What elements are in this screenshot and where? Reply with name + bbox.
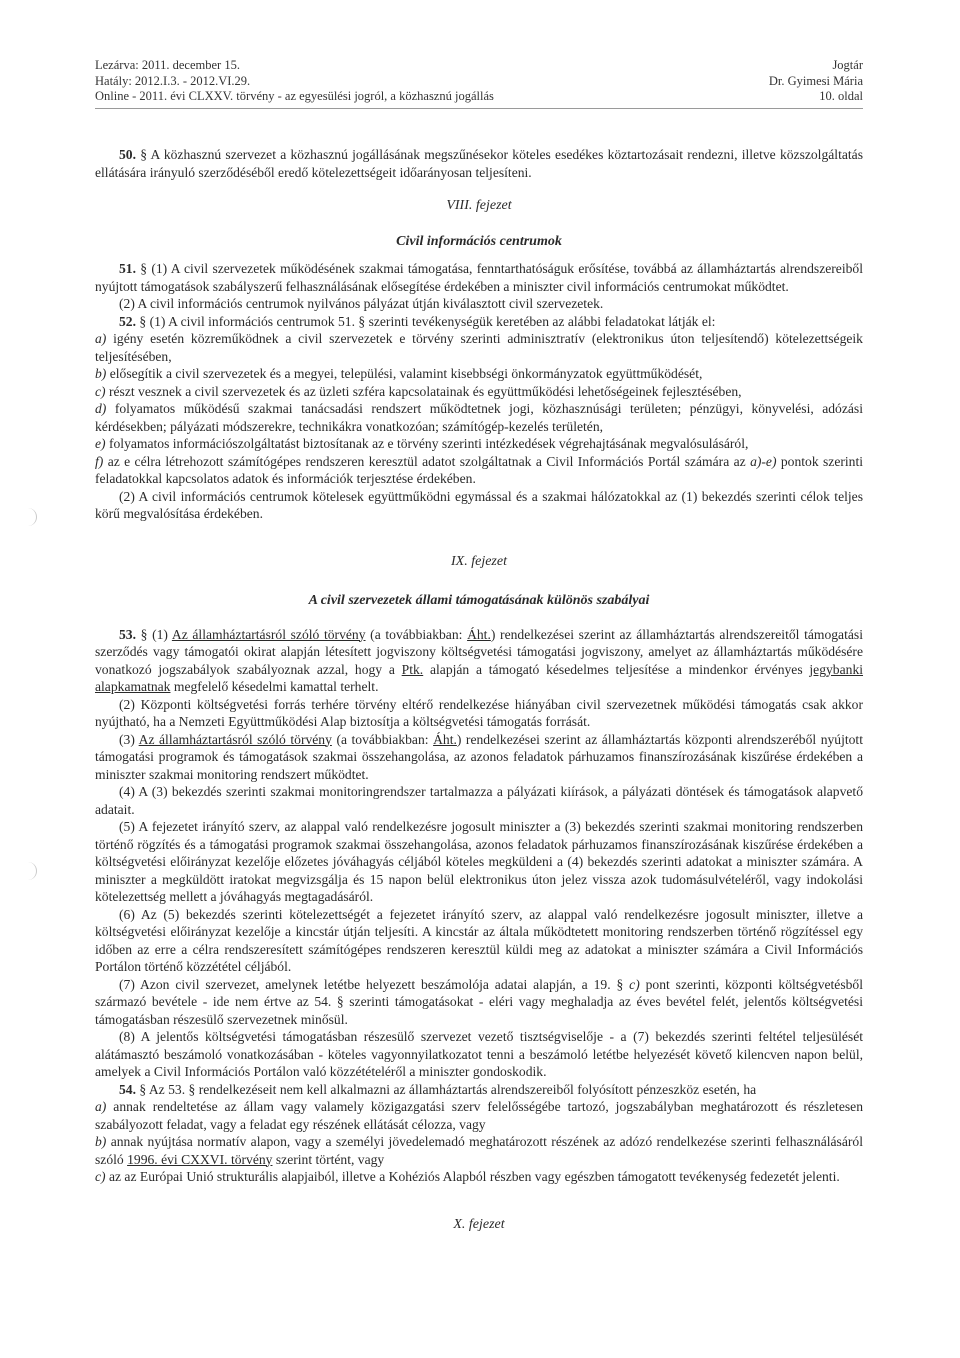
- punch-hole-mark: [22, 862, 37, 880]
- list-text: részt vesznek a civil szervezetek és az üzleti szféra kapcsolatainak és együttműködési lehetőségeinek fejlesztésében,: [108, 383, 742, 399]
- list-text: szerint történt, vagy: [275, 1151, 385, 1167]
- law-link[interactable]: Az államháztartásról szóló törvény: [138, 731, 332, 747]
- header-validity: Hatály: 2012.I.3. - 2012.VI.29.: [95, 73, 251, 88]
- list-text: pontok szerinti feladatokkal kapcsolatos adatok és információk terjesztése érdekében.: [95, 453, 864, 486]
- section-text: pont szerinti, központi költségvetésből származó bevétele - ide nem értve az 54. § szerinti támogatásokat - eléri vagy meghaladja az éves bevétel felét, jelentős költségvetési támogatásban részesülő szervezetnek minősül.: [95, 976, 863, 1027]
- section-53-6: (6) Az (5) bekezdés szerinti kötelezettségét a fejezetet irányító szerv, az alappal való rendelkezésre jogosult miniszter, illetve a költségvetési előirányzat kezelője a kincstár útján teljesíti. A kincstár az általa működtetett monitoring rendszerben történő rögzítéssel egy időben az erre a célra rendszeresített számítógépes rendszeren keresztül küldi meg az adatokat a miniszter számára a Civil Információs Portálon történő közzététel céljából.: [95, 906, 863, 974]
- section-text: (7) Azon civil szervezet, amelynek letétbe helyezett beszámolója adatai alapján, a 19. §: [119, 976, 624, 992]
- list-letter: a): [95, 331, 107, 346]
- section-53-5: (5) A fejezetet irányító szerv, az alappal való rendelkezésre jogosult miniszter a (3) bekezdés szerinti szakmai monitoring rendszerben történő rögzítés és a támogatási programok szakmai összehangolása, azonos feladatok párhuzamos finanszírozásának kiszűrése érdekében a költségvetési előirányzat kezelője előzetes jóváhagyás céljából köteles megküldeni a (4) bekezdés szerinti adatokat a miniszter számára. A miniszter a megküldött iratokat megvizsgálja és 15 napon belül elektronikus úton jelez vissza azok tudomásulvételéről, vagy indokolási kötelezettség mellett a jóváhagyás megtagadásáról.: [95, 819, 863, 904]
- point-reference: a)-e): [750, 453, 777, 469]
- section-text: (1) A civil információs centrumok 51. § szerinti tevékenységük keretében az alábbi feladatokat látják el:: [149, 313, 716, 329]
- header-brand: Jogtár: [832, 58, 863, 72]
- list-item-e: [95, 435, 863, 453]
- list-text: annak nyújtása normatív alapon, vagy a személyi jövedelemadó meghatározott részének az adózó rendelkezése szerinti felhasználásáról szóló: [95, 1134, 863, 1167]
- section-number: 54.: [119, 1081, 136, 1097]
- list-item-c: [95, 1168, 863, 1186]
- list-item-b: [95, 365, 863, 383]
- section-text: A közhasznú szervezet a közhasznú jogállásának megszűnésekor köteles esedékes köztartozásait rendezni, illetve közszolgáltatás ellátására irányuló szerződéséből eredő kötelezettségeit időarányosan teljesíteni.: [95, 147, 863, 180]
- ptk-link[interactable]: Ptk.: [401, 661, 424, 677]
- section-53-8: (8) A jelentős költségvetési támogatásban részesülő szervezet vezető tisztségviselője - a (7) bekezdés szerinti feltétel teljesülését alátámasztó beszámoló vonatkozásában - köteles vagyonnyilatkozatot tenni a beszámoló letétbe helyezését követő kilencven napon belül, amelyek a Civil Információs Portálon való közzétételéről a miniszter gondoskodik.: [95, 1029, 863, 1079]
- aht-link[interactable]: Áht.: [433, 731, 457, 747]
- subsection-number: (3): [119, 731, 135, 747]
- base-rate-link[interactable]: jegybanki alapkamatnak: [95, 661, 864, 694]
- chapter-heading: X. fejezet: [453, 1216, 505, 1232]
- section-number: 50.: [119, 147, 136, 162]
- section-text: alapján a támogató késedelmes teljesítése a mindenkor érvényes: [429, 661, 803, 677]
- document-body: [95, 146, 863, 1233]
- header-author: Dr. Gyimesi Mária: [768, 73, 863, 88]
- list-item-d: [95, 400, 863, 435]
- list-text: folyamatos információszolgáltatást biztosítanak az e törvény szerinti intézkedések végrehajtásának megvalósulásáról,: [108, 436, 749, 451]
- list-item-b: [95, 1133, 863, 1168]
- section-53-1: [95, 626, 863, 696]
- section-text: (1) A civil szervezetek működésének szakmai támogatása, fenntarthatóságuk erősítése, továbbá az államháztartás alrendszereiből nyújtott támogatások szabályszerű felhasználásának elősegítése érdekében a miniszter civil információs centrumokat működtet.: [95, 261, 863, 294]
- list-text: igény esetén közreműködnek a civil szervezetek e törvény szerinti adminisztratív (elektronikus úton teljesítendő) kötelezettségeik teljesítésében,: [95, 331, 863, 364]
- list-item-c: [95, 383, 863, 401]
- section-text: megfelelő késedelmi kamattal terhelt.: [173, 679, 379, 694]
- section-50: [95, 146, 863, 181]
- section-text: (a továbbiakban:: [370, 626, 463, 642]
- section-text: ) rendelkezései szerint az államháztartás központi alrendszeréből nyújtott támogatási programok és támogatások szakmai összehangolása, az azonos feladatok párhuzamos finanszírozásának kiszűrése érdekében a miniszter szakmai monitoring rendszert működtet.: [95, 731, 863, 782]
- header-page-number: 10. oldal: [819, 89, 863, 103]
- header-right: [769, 58, 863, 105]
- list-item-a: [95, 1098, 863, 1133]
- point-reference: c): [629, 976, 640, 992]
- list-letter: d): [95, 401, 107, 416]
- section-51-1: [95, 260, 863, 295]
- list-text: elősegítik a civil szervezetek és a megyei, települési, valamint kisebbségi önkormányzatok együttműködését,: [109, 366, 703, 381]
- section-text: (a továbbiakban:: [336, 731, 429, 747]
- section-number: 51.: [119, 261, 136, 276]
- paragraph-sign: §: [139, 1081, 147, 1097]
- section-53-7: [95, 976, 863, 1029]
- list-letter: b): [95, 1134, 107, 1149]
- header-closed-date: Lezárva: 2011. december 15.: [95, 58, 240, 72]
- list-letter: e): [95, 436, 106, 451]
- section-number: 52.: [119, 313, 136, 329]
- list-text: az az Európai Unió strukturális alapjaiból, illetve a Kohéziós Alapból részben vagy egészben támogatott tevékenység fedezetét jelenti.: [108, 1169, 840, 1184]
- page-header: [95, 58, 863, 104]
- paragraph-sign: §: [140, 147, 148, 162]
- law-link[interactable]: Az államháztartásról szóló törvény: [171, 626, 366, 642]
- section-text: Az 53. § rendelkezéseit nem kell alkalmazni az államháztartás alrendszereiből folyósított pénzeszköz esetén, ha: [148, 1081, 757, 1097]
- chapter-heading: VIII. fejezet: [446, 198, 512, 213]
- section-52-2: (2) A civil információs centrumok kötelesek együttműködni egymással és a szakmai hálózatokkal az (1) bekezdés szerinti célok teljes körű megvalósítása érdekében.: [95, 488, 863, 521]
- list-item-a: [95, 330, 863, 365]
- subsection-number: (1): [152, 626, 168, 642]
- header-divider: [95, 108, 863, 109]
- paragraph-sign: §: [140, 626, 148, 642]
- law-1996-link[interactable]: 1996. évi CXXVI. törvény: [127, 1151, 273, 1167]
- header-law-title: Online - 2011. évi CLXXV. törvény - az egyesülési jogról, a közhasznú jogállás: [95, 89, 494, 103]
- section-52-1: [95, 313, 863, 331]
- section-53-2: (2) Központi költségvetési forrás terhére törvény eltérő rendelkezése hiányában civil szervezetnek működési támogatás csak akkor nyújtható, ha a Nemzeti Együttműködési Alap biztosítja a költségvetési támogatás forrását.: [95, 696, 863, 729]
- list-text: az e célra létrehozott számítógépes rendszeren keresztül adatot szolgáltatnak a Civil Információs Portál számára az: [107, 453, 746, 469]
- list-letter: c): [95, 383, 106, 399]
- chapter-title: Civil információs centrumok: [396, 233, 562, 249]
- list-text: folyamatos működésű szakmai tanácsadási rendszert működtetnek jogi, közhasznúsági területen; pénzügyi, könyvelési, adózási kérdésekben; pályázati módszerekre, technikákra vonatkozóan; számítógép-kezelés területén,: [95, 401, 863, 434]
- chapter-title: A civil szervezetek állami támogatásának különös szabályai: [308, 593, 650, 608]
- list-item-f: [95, 453, 863, 488]
- list-letter: a): [95, 1099, 107, 1114]
- section-51-2: (2) A civil információs centrumok nyilvános pályázat útján kiválasztott civil szervezetek.: [119, 296, 604, 311]
- section-text: ) rendelkezései szerint az államháztartás alrendszereitől támogatási szerződés vagy támogatói okirat alapján létesített jogviszony költségvetési támogatási jogviszony, amelyet az államháztartás működésére vonatkozó jogszabályok szabályoznak azzal, hogy a: [95, 626, 863, 677]
- list-letter: c): [95, 1169, 106, 1184]
- punch-hole-mark: [22, 508, 37, 526]
- chapter-heading: IX. fejezet: [451, 553, 507, 569]
- section-number: 53.: [119, 626, 136, 642]
- list-text: annak rendeltetése az állam vagy valamely közigazgatási szerv felelősségébe tartozó, jogszabályban meghatározott és részletesen szabályozott feladat, vagy a feladat egy részének ellátását célozza, vagy: [95, 1099, 863, 1132]
- paragraph-sign: §: [140, 261, 148, 276]
- section-53-4: (4) A (3) bekezdés szerinti szakmai monitoringrendszer tartalmazza a pályázati kiírások, a pályázati döntések és támogatások alapvető adatait.: [95, 784, 863, 817]
- list-letter: f): [95, 453, 104, 469]
- header-left: [95, 58, 494, 105]
- paragraph-sign: §: [139, 313, 147, 329]
- list-letter: b): [95, 366, 107, 381]
- section-54: [95, 1081, 863, 1099]
- aht-link[interactable]: Áht.: [467, 626, 491, 642]
- section-53-3: [95, 731, 863, 784]
